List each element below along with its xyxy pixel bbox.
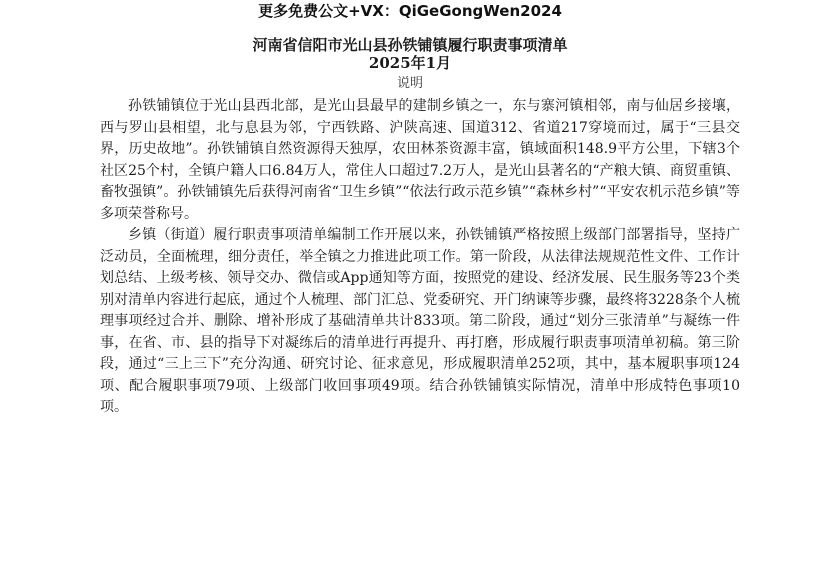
section-heading: 说明 <box>396 76 423 91</box>
document-body <box>100 96 740 419</box>
paragraph-overview: 孙铁铺镇位于光山县西北部，是光山县最早的建制乡镇之一，东与寨河镇相邻，南与仙居乡接壤，西与罗山县相望，北与息县为邻，宁西铁路、沪陕高速、国道312、省道217穿境而过，属于“三县交界，历史故地”。孙铁铺镇自然资源得天独厚，农田林茶资源丰富，镇域面积148.9平方公里，下辖3个社区25个村，全镇户籍人口6.84万人，常住人口超过7.2万人，是光山县著名的“产粮大镇、商贸重镇、畜牧强镇”。孙铁铺镇先后获得河南省“卫生乡镇”“依法行政示范乡镇”“森林乡村”“平安农机示范乡镇”等多项荣誉称号。 <box>100 98 740 222</box>
paragraph-process: 乡镇（街道）履行职责事项清单编制工作开展以来，孙铁铺镇严格按照上级部门部署指导，坚持广泛动员，全面梳理，细分责任，举全镇之力推进此项工作。第一阶段，从法律法规规范性文件、工作计划总结、上级考核、领导交办、微信或App通知等方面，按照党的建设、经济发展、民生服务等23个类别对清单内容进行起底，通过个人梳理、部门汇总、党委研究、开门纳谏等步骤，最终将3228条个人梳理事项经过合并、删除、增补形成了基础清单共计833项。第二阶段，通过“划分三张清单”与凝练一件事，在省、市、县的指导下对凝练后的清单进行再提升、再打磨，形成履行职责事项清单初稿。第三阶段，通过“三上三下”充分沟通、研究讨论、征求意见，形成履职清单252项，其中，基本履职事项124项、配合履职事项79项、上级部门收回事项49项。结合孙铁铺镇实际情况，清单中形成特色事项10项。 <box>100 227 740 415</box>
document-title: 河南省信阳市光山县孙铁铺镇履行职责事项清单 <box>252 36 568 54</box>
promo-header: 更多免费公文+VX：QiGeGongWen2024 <box>258 2 562 20</box>
document-date: 2025年1月 <box>368 54 452 72</box>
